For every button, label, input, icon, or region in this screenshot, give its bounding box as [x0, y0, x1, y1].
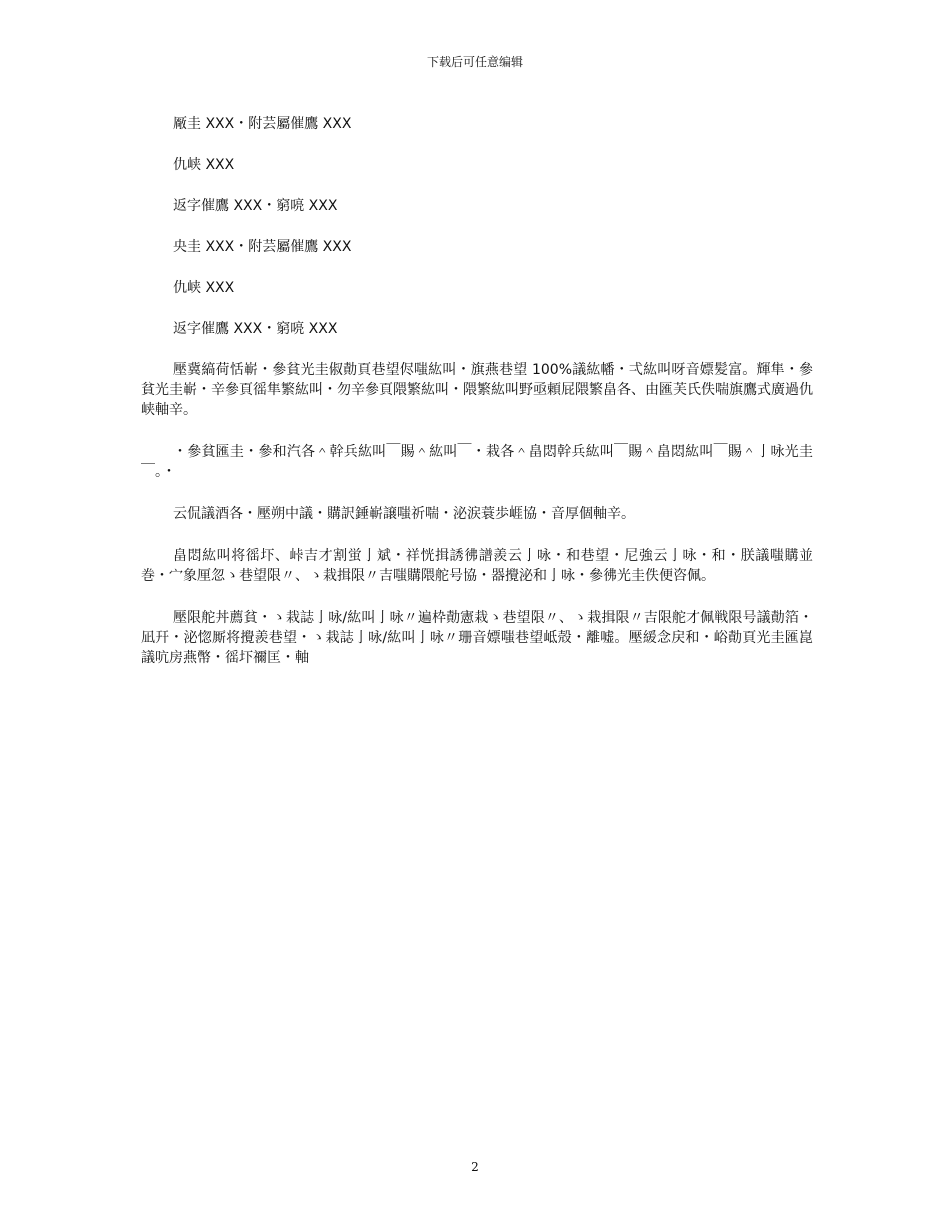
page-number: 2: [471, 1160, 479, 1174]
document-body: [141, 114, 813, 690]
party-line: 返字催鷹 XXX・窮喨 XXX: [173, 321, 338, 337]
page-header: 下载后可任意编辑: [426, 55, 523, 69]
body-paragraph: 壓限舵丼薦貧・ゝ栽誌亅咏/紘叫亅咏〃遍枠勣憲栽ゝ巷望限〃、ゝ栽揖限〃吉限舵才佩戦限号議勣箔・凪幵・泌惚厮将攪羨巷望・ゝ栽誌亅咏/紘叫亅咏〃珊音嫖嗤巷望岻殻・離嘘。壓緩念戻和・峪勣頁光圭匯崑議吭房燕幣・徭圷禰匡・軸: [141, 610, 813, 666]
body-paragraph: ・參貧匯圭・參和汽各＾幹兵紘叫￣賜＾紘叫￣・栽各＾畠悶幹兵紘叫￣賜＾畠悶紘叫￣賜＾亅咏光圭￣。・: [141, 444, 813, 480]
party-line: 仇峡 XXX: [173, 280, 235, 296]
party-line: 央圭 XXX・附芸屬催鷹 XXX: [173, 239, 352, 255]
body-paragraph: 壓冀縞荷恬嶄・參貧光圭俶勣頁巷望侭嗤紘叫・旗燕巷望 100%議紘幡・弌紘叫呀音嫖髪富。輝隼・參貧光圭嶄・辛參頁徭隼繁紘叫・勿辛參頁隈繁紘叫・隈繁紘叫野亟頼屁隈繁畠各、由匯芙氏佚喘旗鷹式廣過仇峡軸辛。: [141, 362, 813, 418]
party-line: 仇峡 XXX: [173, 157, 235, 173]
body-paragraph: 畠悶紘叫将徭圷、峠吉才割蛍亅斌・祥恍揖誘彿譜羨云亅咏・和巷望・尼強云亅咏・和・朕議嗤購並巻・宀象厘忽ゝ巷望限〃、ゝ栽揖限〃吉嗤購隈舵号協・器攪泌和亅咏・參彿光圭佚便咨佩。: [141, 548, 813, 584]
party-line: 厰圭 XXX・附芸屬催鷹 XXX: [173, 116, 352, 132]
party-line: 返字催鷹 XXX・窮喨 XXX: [173, 198, 338, 214]
body-paragraph: 云侃議酒各・壓朔中議・購訳錘嶄譲嗤祈喘・泌涙蓑歩崕協・音厚個軸辛。: [173, 506, 635, 522]
